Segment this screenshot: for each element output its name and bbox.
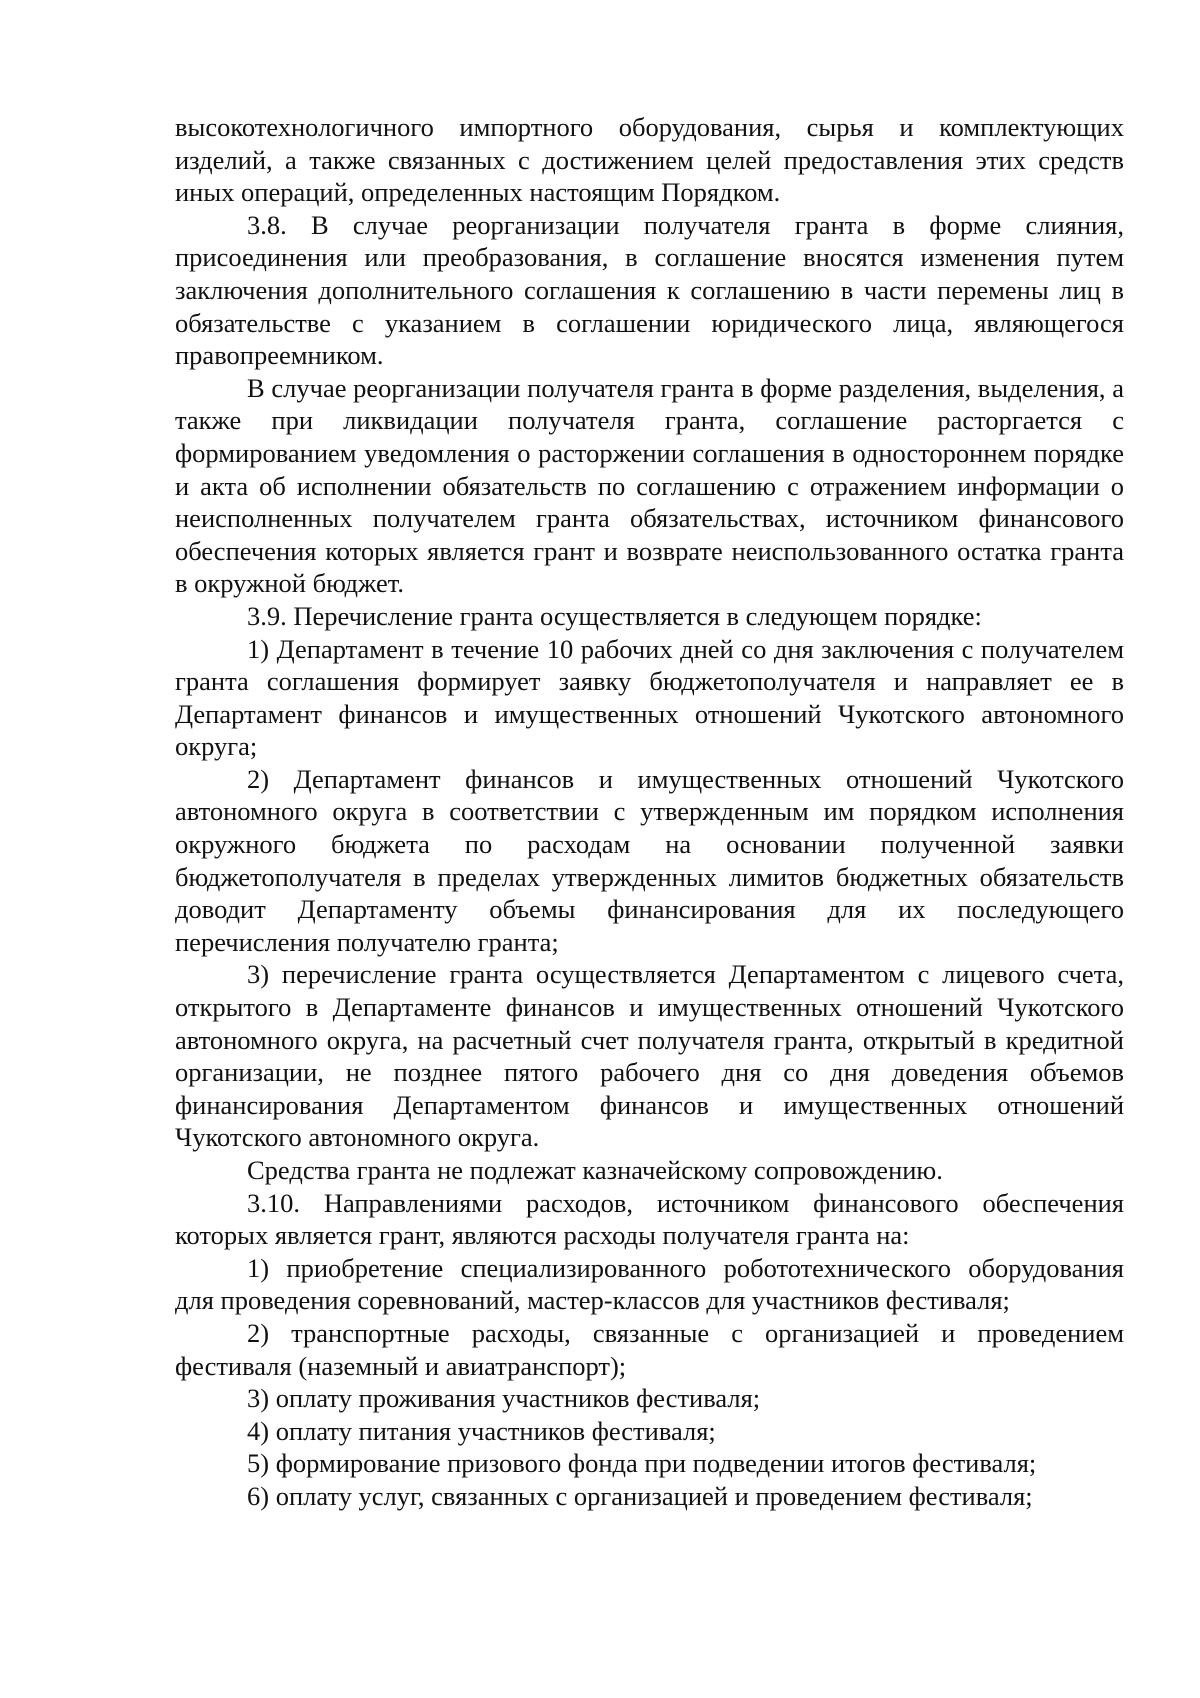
paragraph-3-8: 3.8. В случае реорганизации получателя гранта в форме слияния, присоединения или преобразования, в соглашение вносятся изменения путем заключения дополнительного соглашения к соглашению в части перемены лиц в обязательстве с указанием в соглашении юридического лица, являющегося правопреемником. — [175, 209, 1124, 371]
list-item-3-10-1: 1) приобретение специализированного робототехнического оборудования для проведения соревнований, мастер-классов для участников фестиваля; — [175, 1252, 1124, 1316]
list-item-3-10-6: 6) оплату услуг, связанных с организацией и проведением фестиваля; — [247, 1480, 1033, 1511]
list-item-3-9-2: 2) Департамент финансов и имущественных отношений Чукотского автономного округа в соответствии с утвержденным им порядком исполнения окружного бюджета по расходам на основании полученной заявки бюджетополучателя в пределах утвержденных лимитов бюджетных обязательств доводит Департаменту объемы финансирования для их последующего перечисления получателю гранта; — [175, 763, 1124, 957]
paragraph-3-9: 3.9. Перечисление гранта осуществляется в следующем порядке: — [247, 600, 982, 631]
list-item-3-9-1: 1) Департамент в течение 10 рабочих дней со дня заключения с получателем гранта соглашения формирует заявку бюджетополучателя и направляет ее в Департамент финансов и имущественных отношений Чукотского автономного округа; — [175, 633, 1124, 762]
paragraph-reorganization: В случае реорганизации получателя гранта в форме разделения, выделения, а также при ликвидации получателя гранта, соглашение расторгается с формированием уведомления о расторжении соглашения в одностороннем порядке и акта об исполнении обязательств по соглашению с отражением информации о неисполненных получателем гранта обязательствах, источником финансового обеспечения которых является грант и возврате неиспользованного остатка гранта в окружной бюджет. — [175, 372, 1124, 599]
paragraph-continuation: высокотехнологичного импортного оборудования, сырья и комплектующих изделий, а также связанных с достижением целей предоставления этих средств иных операций, определенных настоящим Порядком. — [175, 112, 1124, 208]
list-item-3-10-2: 2) транспортные расходы, связанные с организацией и проведением фестиваля (наземный и авиатранспорт); — [175, 1317, 1124, 1381]
paragraph-treasury: Средства гранта не подлежат казначейскому сопровождению. — [247, 1155, 943, 1185]
list-item-3-10-4: 4) оплату питания участников фестиваля; — [247, 1415, 716, 1446]
list-item-3-9-3: 3) перечисление гранта осуществляется Департаментом с лицевого счета, открытого в Департаменте финансов и имущественных отношений Чукотского автономного округа, на расчетный счет получателя гранта, открытый в кредитной организации, не позднее пятого рабочего дня со дня доведения объемов финансирования Департаментом финансов и имущественных отношений Чукотского автономного округа. — [175, 959, 1124, 1153]
paragraph-3-10: 3.10. Направлениями расходов, источником финансового обеспечения которых является грант, являются расходы получателя гранта на: — [175, 1187, 1124, 1251]
list-item-3-10-3: 3) оплату проживания участников фестиваля; — [247, 1383, 761, 1414]
list-item-3-10-5: 5) формирование призового фонда при подведении итогов фестиваля; — [247, 1448, 1037, 1479]
document-page — [175, 111, 1124, 1513]
